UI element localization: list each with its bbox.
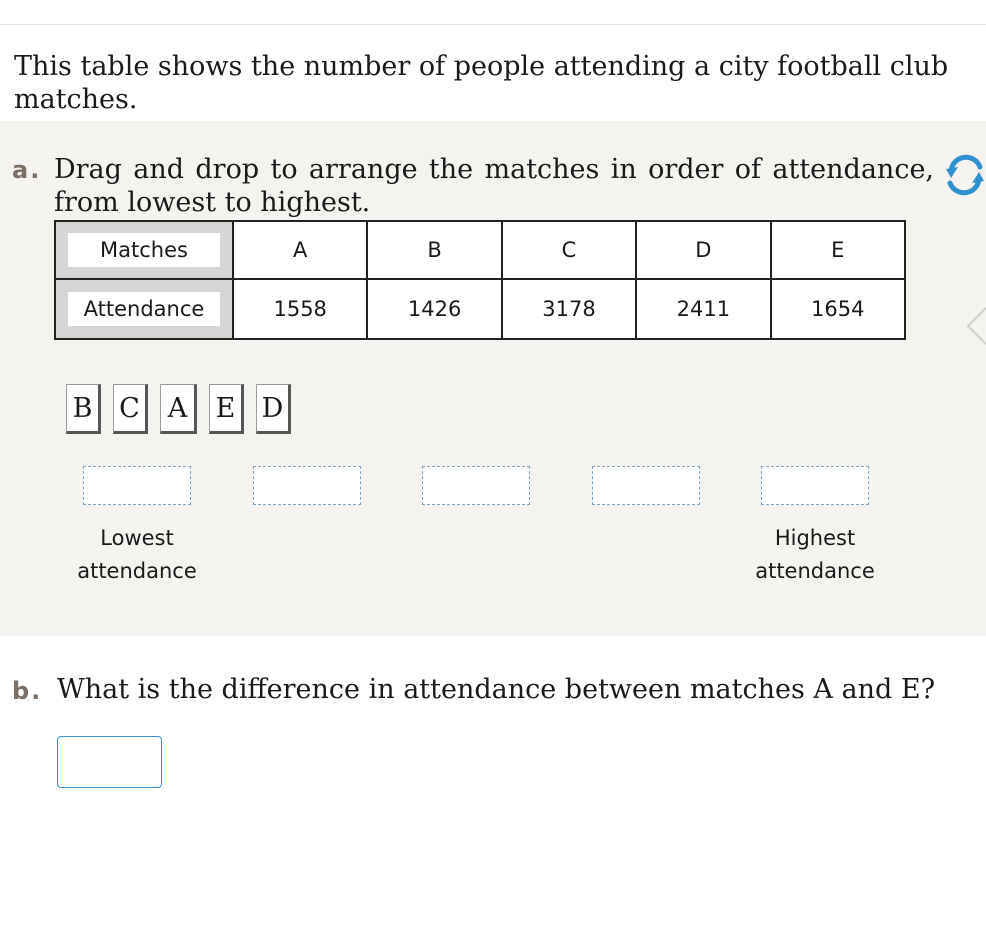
drag-tile[interactable]: A <box>160 384 197 434</box>
attendance-row <box>55 279 905 339</box>
part-a-label: a. <box>12 156 42 184</box>
intro-text: This table shows the number of people attending a city football club matches. <box>14 51 949 115</box>
part-b-question: What is the difference in attendance between matches A and E? <box>57 674 936 705</box>
attendance-cell: 1558 <box>233 279 367 339</box>
attendance-cell: 1654 <box>771 279 905 339</box>
drag-tile[interactable]: B <box>66 384 101 434</box>
drag-tile[interactable]: D <box>256 384 291 434</box>
part-a-question: Drag and drop to arrange the matches in order of attendance, from lowest to highest. <box>54 154 934 218</box>
row-header-attendance: Attendance <box>55 279 233 339</box>
chevron-right-icon[interactable] <box>966 306 986 346</box>
highest-label: Highest attendance <box>755 526 875 583</box>
matches-row <box>55 221 905 279</box>
drop-slot-1[interactable] <box>83 466 191 505</box>
lowest-label: Lowest attendance <box>77 526 197 583</box>
answer-input[interactable] <box>57 736 162 788</box>
drag-tile[interactable]: C <box>113 384 148 434</box>
part-b-label: b. <box>12 677 43 705</box>
attendance-cell: 3178 <box>502 279 636 339</box>
match-cell: C <box>502 221 636 279</box>
attendance-cell: 1426 <box>367 279 501 339</box>
row-header-matches: Matches <box>55 221 233 279</box>
match-cell: E <box>771 221 905 279</box>
drop-slot-3[interactable] <box>422 466 530 505</box>
match-cell: D <box>636 221 770 279</box>
drop-slot-4[interactable] <box>592 466 700 505</box>
top-divider <box>0 24 986 25</box>
match-cell: A <box>233 221 367 279</box>
attendance-table <box>54 220 906 340</box>
drop-slot-2[interactable] <box>253 466 361 505</box>
drop-slot-5[interactable] <box>761 466 869 505</box>
match-cell: B <box>367 221 501 279</box>
drag-tile[interactable]: E <box>209 384 244 434</box>
draggable-tiles <box>66 384 291 434</box>
attendance-cell: 2411 <box>636 279 770 339</box>
refresh-icon[interactable] <box>942 151 986 199</box>
